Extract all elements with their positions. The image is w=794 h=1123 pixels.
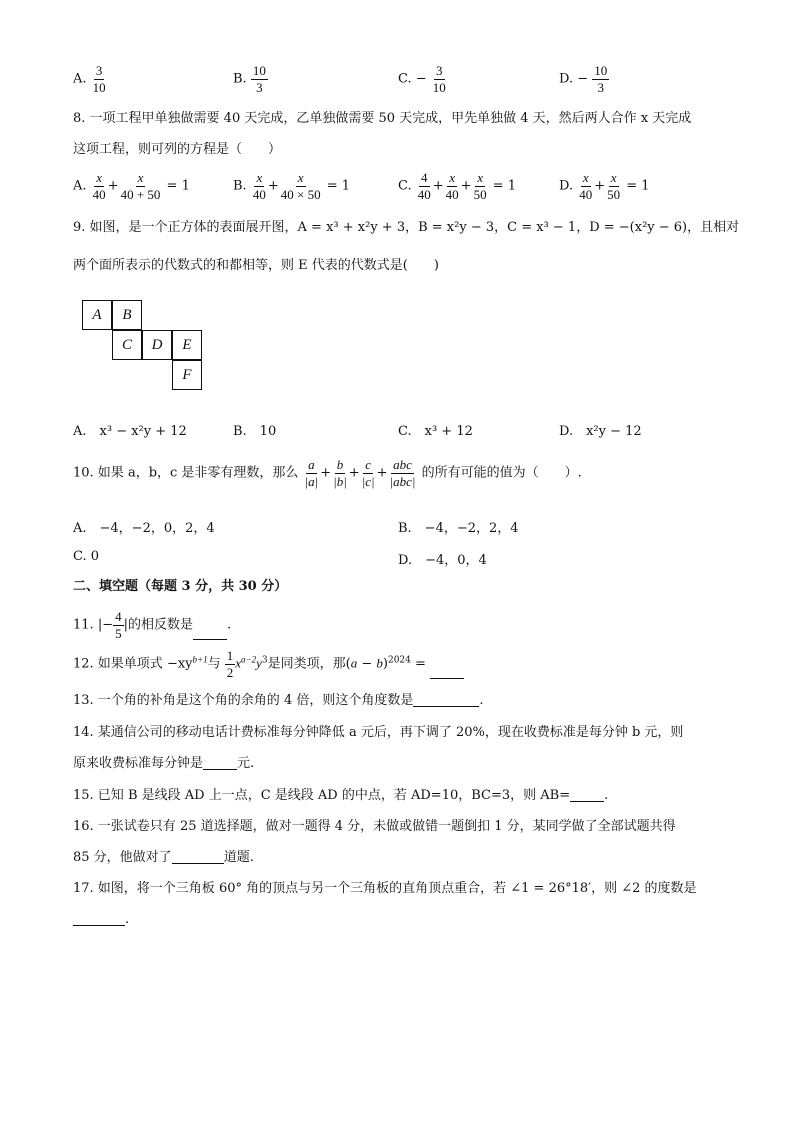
cube-net-figure [82, 300, 207, 392]
q8-option-c: C. $\frac{4}{40}$ + $\frac{x}{40}$ + $\frac{x}{50}$ = 1 [398, 170, 517, 202]
net-face-b: B [112, 300, 142, 330]
q10-option-c: C. 0 [73, 549, 100, 564]
q10-stem: 10. 如果 a，b，c 是非零有理数，那么 $\frac{a}{|a|}$ + $\frac{b}{|b|}$ + $\frac{c}{|c|}$ + $\frac{\text{abc}}{\text{|abc|}}$ 的所有可能的值为（ ）. [73, 457, 582, 489]
q7-option-a: A. $\frac{3}{10}$ [73, 63, 106, 95]
q7-d-fraction: $\frac{10}{3}$ [594, 63, 608, 95]
q8-option-d: D. $\frac{x}{40}$ + $\frac{x}{50}$ = 1 [559, 170, 650, 202]
net-face-e: E [172, 330, 202, 360]
section-title: 二、填空题（每题 3 分，共 30 分） [73, 579, 288, 594]
q7-a-fraction: $\frac{3}{10}$ [92, 63, 106, 95]
q13: 13. 一个角的补角是这个角的余角的 4 倍，则这个角度数是 . [73, 693, 484, 708]
q7-option-c: C. − $\frac{3}{10}$ [398, 63, 446, 95]
q10-option-d: D. −4，0，4 [398, 553, 487, 568]
q7-b-fraction: $\frac{10}{3}$ [252, 63, 266, 95]
q9-option-b: B. 10 [233, 424, 277, 439]
q8-option-a: A. $\frac{x}{40}$ + $\frac{x}{40 + 50}$ = 1 [73, 170, 190, 202]
q17-line1: 17. 如图，将一个三角板 60° 角的顶点与另一个三角板的直角顶点重合，若 ∠1 = 26°18′，则 ∠2 的度数是 [73, 881, 697, 896]
q12: 12. 如果单项式 $-xy^{b+1}$与 $\frac{1}{2}$ $x^{a-2}y^3$是同类项，那$(a - b)^{2024}$ = [73, 649, 464, 679]
net-face-c: C [112, 330, 142, 360]
q8-option-b: B. $\frac{x}{40}$ + $\frac{x}{40 \times 50}$ = 1 [233, 170, 351, 202]
q7-c-fraction: $\frac{3}{10}$ [432, 63, 446, 95]
q9-stem-line1: 9. 如图，是一个正方体的表面展开图，A = x³ + x²y + 3，B = x²y − 3，C = x³ − 1，D = −(x²y − 6)，且相对 [73, 220, 740, 235]
net-face-a: A [82, 300, 112, 330]
q8-stem-line2: 这项工程，则可列的方程是（ ） [73, 142, 282, 157]
q15: 15. 已知 B 是线段 AD 上一点，C 是线段 AD 的中点，若 AD=10，BC=3，则 AB= . [73, 788, 609, 803]
q9-option-c: C. x³ + 12 [398, 424, 473, 439]
q16-line1: 16. 一张试卷只有 25 道选择题，做对一题得 4 分，未做或做错一题倒扣 1 分，某同学做了全部试题共得 [73, 819, 676, 834]
q9-stem-line2: 两个面所表示的代数式的和都相等，则 E 代表的代数式是( ) [73, 258, 439, 273]
q10-option-a: A. −4，−2，0，2，4 [73, 521, 215, 536]
q14-line2: 原来收费标准每分钟是 元. [73, 756, 255, 771]
q11: 11. |− $\frac{4}{5}$ |的相反数是 . [73, 609, 232, 641]
q10-option-b: B. −4，−2，2，4 [398, 521, 519, 536]
net-face-d: D [142, 330, 172, 360]
net-face-f: F [172, 360, 202, 390]
q9-option-a: A. x³ − x²y + 12 [73, 424, 187, 439]
q7-option-b: B. $\frac{10}{3}$ [233, 63, 266, 95]
q16-line2: 85 分，他做对了 道题. [73, 850, 254, 865]
q17-line2: . [73, 913, 129, 926]
q14-line1: 14. 某通信公司的移动电话计费标准每分钟降低 a 元后，再下调了 20%，现在收费标准是每分钟 b 元，则 [73, 725, 684, 740]
q8-stem-line1: 8. 一项工程甲单独做需要 40 天完成，乙单独做需要 50 天完成，甲先单独做 4 天，然后两人合作 x 天完成 [73, 111, 692, 126]
q7-option-d: D. − $\frac{10}{3}$ [559, 63, 608, 95]
q9-option-d: D. x²y − 12 [559, 424, 642, 439]
